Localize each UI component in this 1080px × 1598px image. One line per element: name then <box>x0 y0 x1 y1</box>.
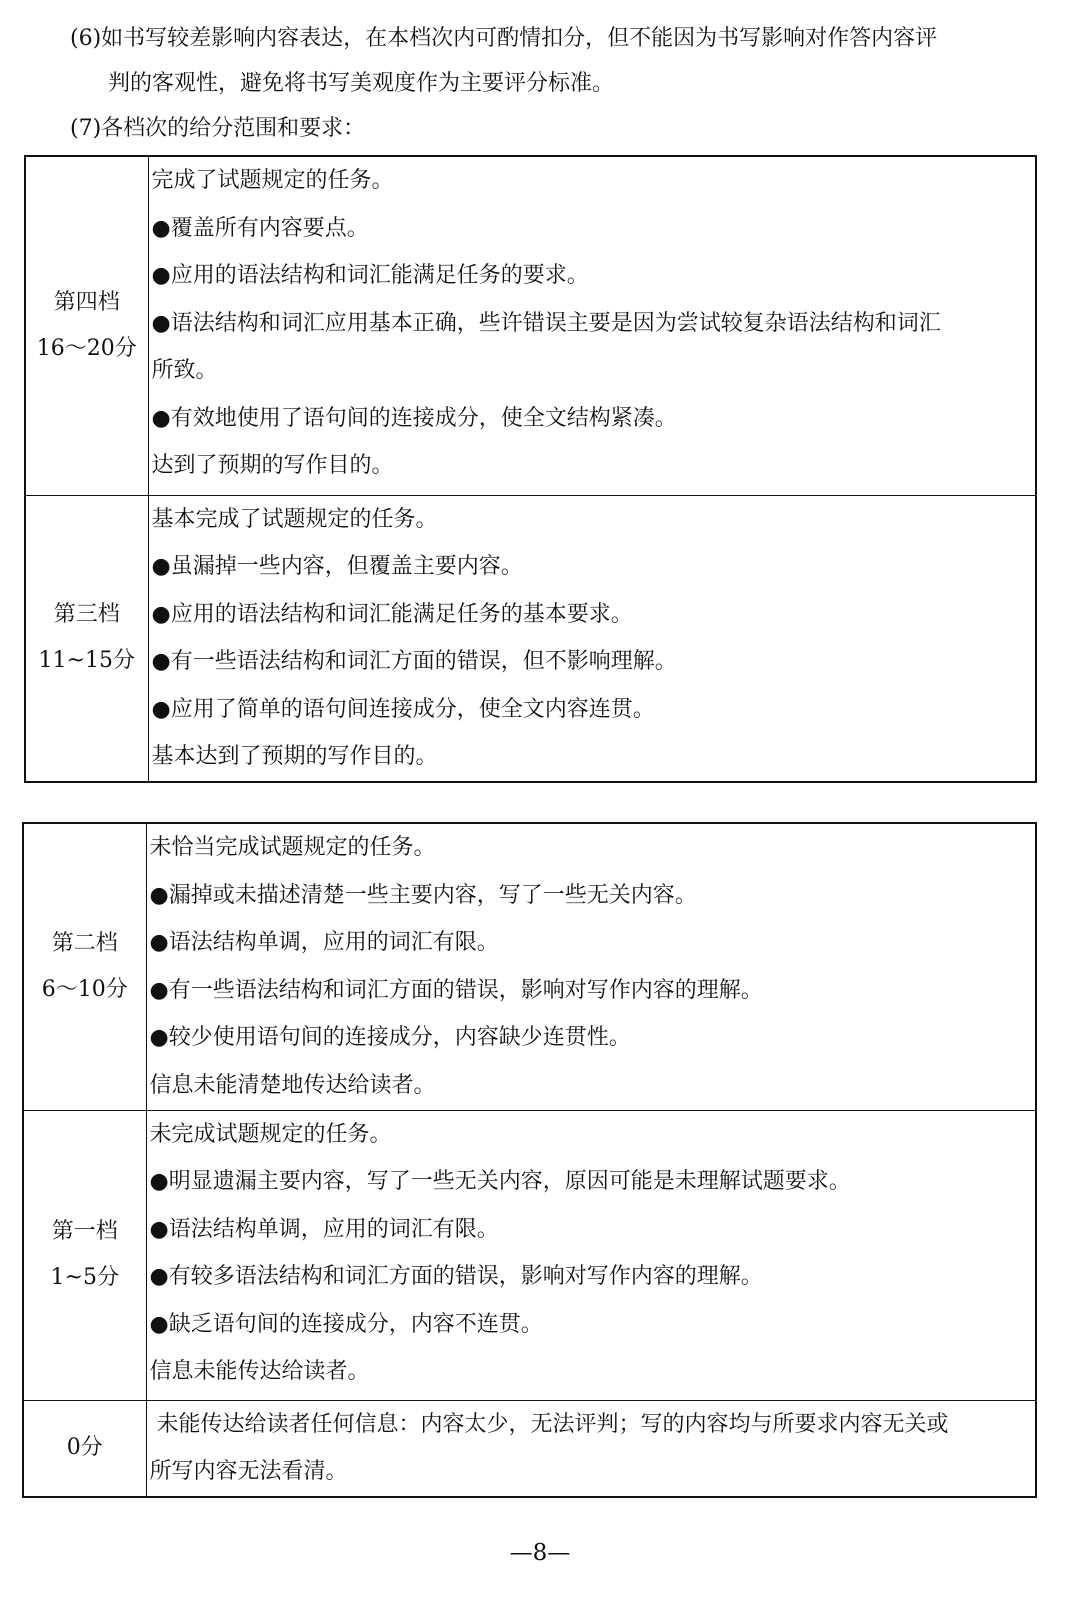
table-row <box>25 156 1036 495</box>
grade-level-cell <box>23 1110 146 1400</box>
description-line: 信息未能清楚地传达给读者。 <box>149 1072 436 1098</box>
description-line: 所致。 <box>151 358 218 383</box>
description-line: ●应用的语法结构和词汇能满足任务的基本要求。 <box>151 601 633 627</box>
description-line: 基本达到了预期的写作目的。 <box>151 744 438 769</box>
table-row <box>23 1110 1036 1400</box>
grade-description-cell <box>146 1400 1036 1497</box>
grade-level-cell <box>23 823 146 1110</box>
grade-score-range: 1~5分 <box>50 1265 119 1290</box>
grade-level-cell <box>25 495 148 782</box>
grade-description-cell <box>146 823 1036 1110</box>
description-line: 达到了预期的写作目的。 <box>151 453 394 478</box>
table-row <box>25 495 1036 782</box>
grade-score-range: 16～20分 <box>36 335 137 361</box>
grade-level-cell <box>23 1400 146 1497</box>
description-line: 未恰当完成试题规定的任务。 <box>149 835 436 860</box>
table-row <box>23 823 1036 1110</box>
description-line: 未能传达给读者任何信息：内容太少，无法评判；写的内容均与所要求内容无关或 <box>149 1411 949 1437</box>
description-line: ●语法结构单调，应用的词汇有限。 <box>149 930 499 955</box>
description-line: 完成了试题规定的任务。 <box>151 168 394 193</box>
item-6-line-2: 判的客观性，避免将书写美观度作为主要评分标准。 <box>108 71 615 96</box>
description-line: ●有一些语法结构和词汇方面的错误，但不影响理解。 <box>151 649 677 674</box>
description-line: ●应用的语法结构和词汇能满足任务的要求。 <box>151 263 589 288</box>
grade-score-range: 11~15分 <box>38 648 135 674</box>
grade-description-cell <box>146 1110 1036 1400</box>
grade-level-name: 第四档 <box>53 289 120 315</box>
item-7-heading: (7)各档次的给分范围和要求： <box>70 116 366 141</box>
grading-table-top <box>24 155 1037 783</box>
grade-level-cell <box>25 156 148 495</box>
grade-description-cell <box>148 495 1036 782</box>
description-line: 信息未能传达给读者。 <box>149 1359 370 1384</box>
description-line: ●缺乏语句间的连接成分，内容不连贯。 <box>149 1311 543 1337</box>
grade-score-range: 6～10分 <box>41 976 128 1002</box>
description-line: 基本完成了试题规定的任务。 <box>151 506 438 532</box>
grade-description-cell <box>148 156 1036 495</box>
description-line: ●语法结构和词汇应用基本正确，些许错误主要是因为尝试较复杂语法结构和词汇 <box>151 310 941 336</box>
description-line: ●虽漏掉一些内容，但覆盖主要内容。 <box>151 554 523 579</box>
description-line: 所写内容无法看清。 <box>149 1459 348 1484</box>
description-line: ●应用了简单的语句间连接成分，使全文内容连贯。 <box>151 696 655 722</box>
grade-level-name: 第二档 <box>51 930 118 956</box>
description-line: ●覆盖所有内容要点。 <box>151 215 369 241</box>
grade-level-name: 0分 <box>66 1435 103 1461</box>
description-line: ●有效地使用了语句间的连接成分，使全文结构紧凑。 <box>151 405 677 431</box>
description-line: 未完成试题规定的任务。 <box>149 1121 392 1147</box>
item-6-line-1: (6)如书写较差影响内容表达，在本档次内可酌情扣分，但不能因为书写影响对作答内容评 <box>70 26 938 51</box>
description-line: ●有较多语法结构和词汇方面的错误，影响对写作内容的理解。 <box>149 1264 763 1289</box>
description-line: ●漏掉或未描述清楚一些主要内容，写了一些无关内容。 <box>149 882 697 908</box>
page-number: —8— <box>509 1540 571 1566</box>
grading-table-bottom <box>22 822 1037 1498</box>
description-line: ●明显遗漏主要内容，写了一些无关内容，原因可能是未理解试题要求。 <box>149 1169 851 1194</box>
grade-level-name: 第一档 <box>51 1219 118 1244</box>
grade-level-name: 第三档 <box>53 602 120 628</box>
description-line: ●有一些语法结构和词汇方面的错误，影响对写作内容的理解。 <box>149 977 763 1003</box>
description-line: ●语法结构单调，应用的词汇有限。 <box>149 1216 499 1242</box>
description-line: ●较少使用语句间的连接成分，内容缺少连贯性。 <box>149 1025 631 1050</box>
table-row <box>23 1400 1036 1497</box>
